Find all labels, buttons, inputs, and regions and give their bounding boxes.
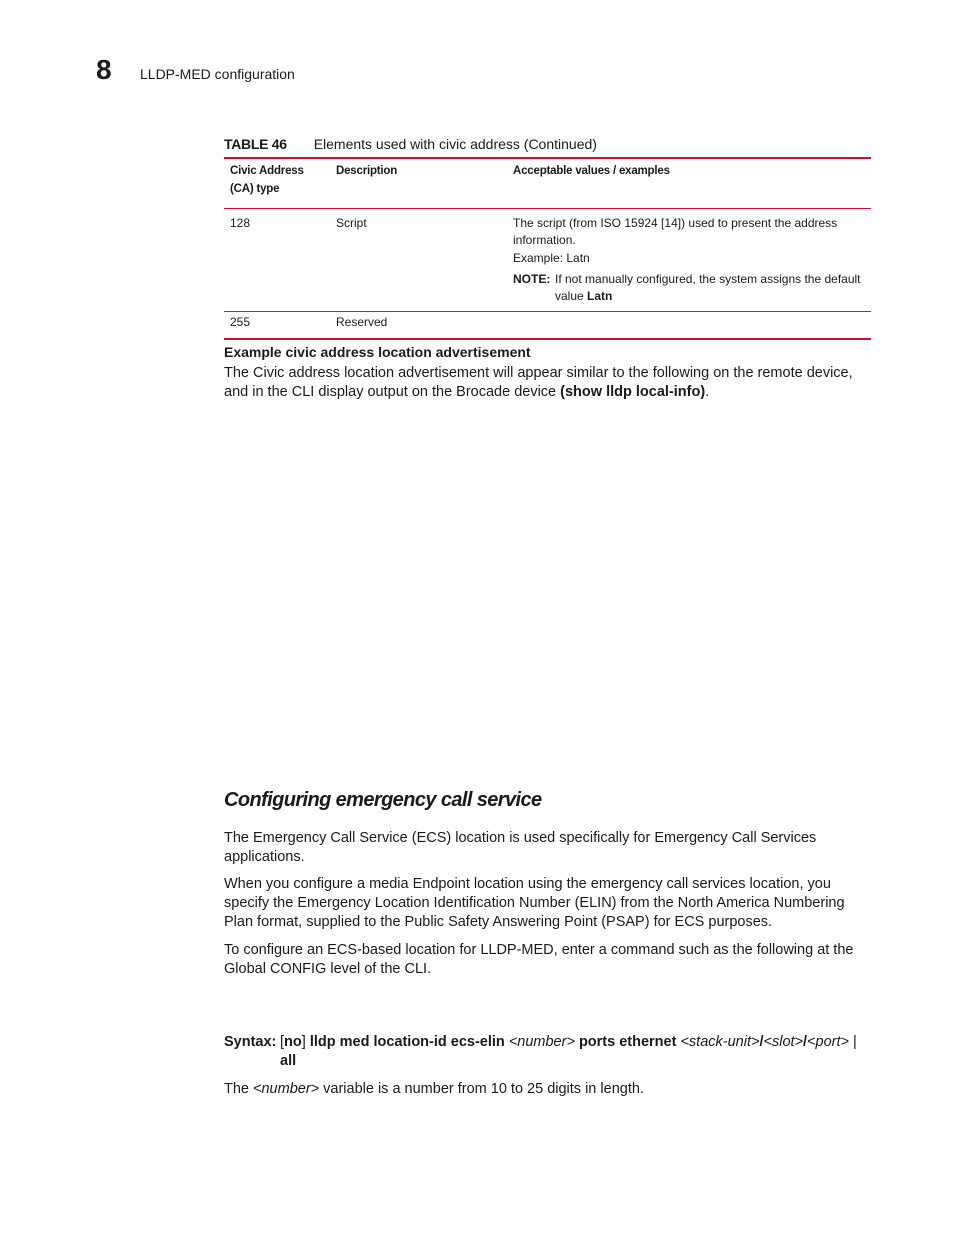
note [513, 271, 865, 305]
variable-post: variable is a number from 10 to 25 digits in length. [319, 1081, 644, 1097]
ecs-paragraph-3: To configure an ECS-based location for LLDP-MED, enter a command such as the following at the Global CONFIG level of the CLI. [224, 942, 854, 977]
ecs-paragraph-1: The Emergency Call Service (ECS) location is used specifically for Emergency Call Services applications. [224, 830, 817, 865]
syntax-bracket-open: [ [280, 1034, 285, 1050]
cell-description: Script [336, 216, 367, 230]
note-text: If not manually configured, the system assigns the default value [555, 272, 861, 303]
value-text: The script (from ISO 15924 [14]) used to present the address information. [513, 216, 838, 247]
syntax-ports: ports ethernet [574, 1034, 681, 1050]
example-section-text [224, 364, 872, 402]
cell-type: 255 [230, 315, 251, 329]
variable-description [224, 1080, 872, 1099]
example-text-end: . [705, 384, 710, 400]
table-row [224, 209, 871, 312]
syntax-number-arg: <number> [508, 1034, 575, 1050]
value-example: Example: Latn [513, 251, 590, 265]
syntax-command: lldp med location-id ecs-elin [309, 1034, 509, 1050]
civic-address-table [224, 157, 871, 340]
syntax-slash: / [803, 1034, 808, 1050]
example-text: The Civic address location advertisement will appear similar to the following on the remote device, and in the CLI display output on the Brocade device [224, 365, 853, 400]
syntax-body [280, 1033, 857, 1071]
syntax-slash: / [759, 1034, 764, 1050]
syntax-bracket-close: ] [301, 1034, 310, 1050]
chapter-title: LLDP-MED configuration [140, 66, 295, 82]
column-header-type: Civic Address (CA) type [230, 165, 304, 195]
table-header-row [224, 158, 871, 209]
cell-values [507, 209, 871, 312]
table-caption-text: Elements used with civic address (Continued) [313, 136, 597, 152]
syntax-all: all [280, 1053, 297, 1069]
syntax-block [224, 1033, 872, 1071]
cell-values [507, 312, 871, 340]
note-default-value: Latn [587, 289, 613, 303]
note-label: NOTE: [513, 272, 551, 286]
cell-type: 128 [230, 216, 251, 230]
cell-description: Reserved [336, 315, 388, 329]
syntax-label: Syntax: [224, 1034, 277, 1050]
ecs-paragraph-2: When you configure a media Endpoint location using the emergency call services location, you specify the Emergency Location Identification Number (ELIN) from the North America Numbering Plan format, supplied to the Public Safety Answering Point (PSAP) for ECS purposes. [224, 876, 845, 930]
table-caption [224, 135, 597, 153]
variable-name: <number> [253, 1081, 320, 1097]
example-section-title: Example civic address location advertisement [224, 344, 531, 360]
example-command: (show lldp local-info) [560, 384, 706, 400]
chapter-number: 8 [96, 54, 112, 85]
syntax-pipe: | [848, 1034, 857, 1050]
syntax-no: no [284, 1034, 302, 1050]
table-label: TABLE 46 [224, 136, 287, 152]
table-row [224, 312, 871, 340]
section-heading: Configuring emergency call service [224, 789, 542, 811]
column-header-values: Acceptable values / examples [513, 165, 670, 177]
syntax-stack-unit: <stack-unit> [680, 1034, 760, 1050]
syntax-slot: <slot> [763, 1034, 803, 1050]
variable-pre: The [224, 1081, 254, 1097]
syntax-port: <port> [807, 1034, 849, 1050]
column-header-description: Description [336, 165, 398, 177]
note-body [555, 271, 865, 305]
